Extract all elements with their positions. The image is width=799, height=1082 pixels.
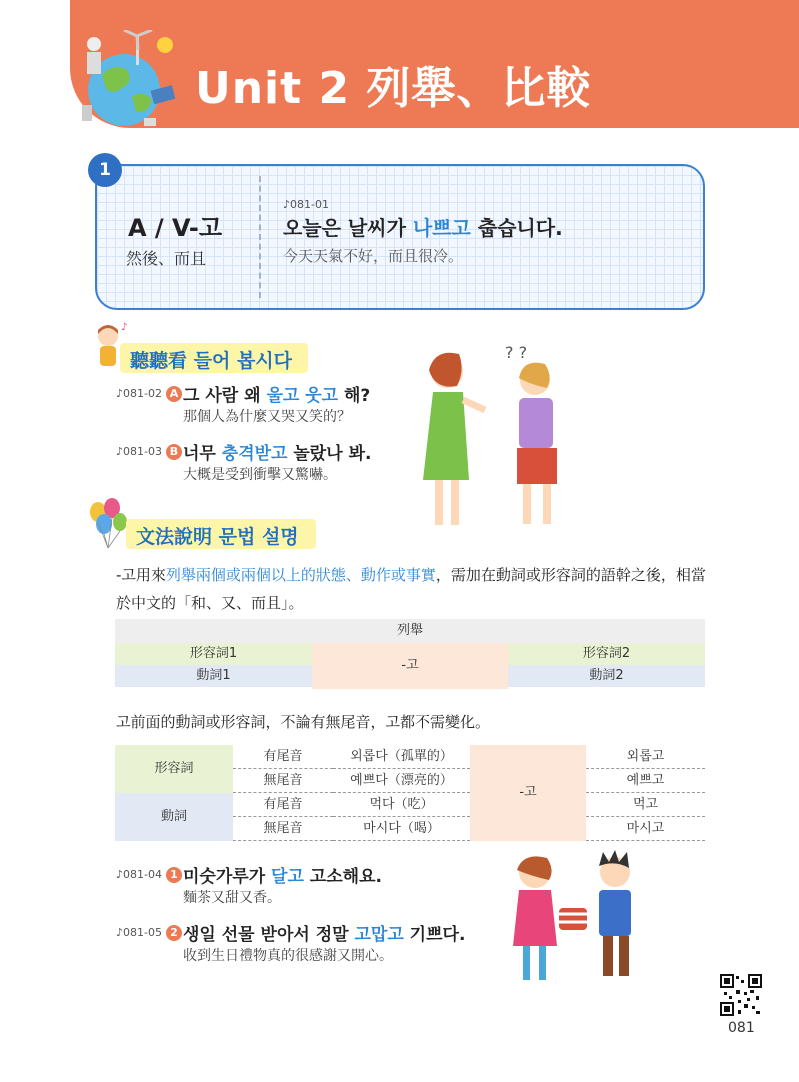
section-heading-listening: 聽聽看 들어 봅시다 (120, 343, 308, 373)
text-segment: 춥습니다. (470, 216, 563, 240)
listen-item-b-audio[interactable] (116, 444, 182, 460)
text-segment: 생일 선물 받아서 정말 (183, 925, 355, 945)
qr-code-icon (720, 974, 762, 1016)
text-segment: 오늘은 날씨가 (283, 216, 413, 240)
audio-track-label[interactable]: ♪081-05 (116, 926, 162, 939)
speaker-badge: B (166, 444, 182, 460)
grammar-meaning: 然後、而且 (126, 249, 207, 268)
listing-table (115, 619, 705, 687)
example-number: 1 (166, 867, 182, 883)
text-segment: 기쁘다. (403, 925, 466, 945)
grammar-example-korean (283, 212, 563, 241)
text-segment: -고用來 (116, 566, 166, 584)
table-cell-ending: -고 (470, 745, 586, 841)
divider (259, 176, 261, 298)
table-cell-ending: -고 (312, 643, 508, 689)
group-label: 動詞 (115, 793, 233, 841)
table-cell: 有尾音 (233, 745, 333, 769)
text-segment: 고소해요. (303, 867, 382, 887)
example-2-korean (183, 920, 465, 945)
grammar-number: 1 (88, 153, 122, 187)
table-cell: 외롭다（孤單的） (333, 745, 470, 769)
group-label: 形容詞 (115, 745, 233, 793)
text-segment: 놀랐나 봐. (287, 444, 372, 464)
svg-text:♪: ♪ (121, 322, 128, 333)
listen-item-b-korean (183, 439, 371, 464)
highlight-text: 고맙고 (354, 925, 404, 945)
table-cell: 먹다（吃） (333, 793, 470, 817)
listen-item-a-chinese: 那個人為什麼又哭又笑的？ (183, 409, 351, 425)
text-segment: 그 사람 왜 (183, 386, 267, 406)
grammar-example-chinese: 今天天氣不好，而且很冷。 (283, 247, 464, 265)
highlight-text: 나쁘고 (412, 216, 471, 240)
audio-track-label[interactable]: ♪081-01 (283, 198, 329, 211)
table-cell: 마시다（喝） (333, 817, 470, 841)
conjugation-note: 고前面的動詞或形容詞，不論有無尾音，고都不需變化。 (116, 713, 490, 731)
two-women-illustration (405, 340, 585, 535)
text-segment: 미숫가루가 (183, 867, 272, 887)
gift-exchange-illustration (495, 850, 655, 990)
example-number: 2 (166, 925, 182, 941)
grammar-pattern: A / V-고 (128, 214, 223, 242)
audio-track-label[interactable]: ♪081-02 (116, 387, 162, 400)
table-cell: 形容詞1 (189, 646, 238, 661)
example-1-audio[interactable] (116, 867, 182, 883)
globe-illustration (72, 30, 177, 130)
table-cell: 無尾音 (233, 817, 333, 841)
audio-track-label[interactable]: ♪081-03 (116, 445, 162, 458)
conjugation-table (115, 745, 705, 841)
text-segment: 해? (338, 386, 371, 406)
highlight-text: 列舉兩個或兩個以上的狀態、動作或事實 (165, 566, 436, 584)
page-title: Unit 2 列舉、比較 (195, 63, 592, 114)
table-cell: 有尾音 (233, 793, 333, 817)
highlight-text: 울고 웃고 (266, 386, 339, 406)
table-cell: 動詞1 (196, 668, 231, 683)
example-2-chinese: 收到生日禮物真的很感謝又開心。 (183, 948, 393, 964)
listen-item-b-chinese: 大概是受到衝擊又驚嚇。 (183, 467, 337, 483)
listen-item-a-korean (183, 381, 370, 406)
table-cell: 無尾音 (233, 769, 333, 793)
listen-item-a-audio[interactable] (116, 386, 182, 402)
table-cell: 形容詞2 (582, 646, 631, 661)
table-cell: 마시고 (586, 817, 705, 841)
example-1-korean (183, 862, 382, 887)
text-segment: 너무 (183, 444, 222, 464)
table-cell: 動詞2 (589, 668, 624, 683)
table-cell: 외롭고 (586, 745, 705, 769)
table-header: 列舉 (115, 619, 705, 643)
table-cell: 먹고 (586, 793, 705, 817)
highlight-text: 충격받고 (221, 444, 288, 464)
speaker-badge: A (166, 386, 182, 402)
example-2-audio[interactable] (116, 925, 182, 941)
table-cell: 예쁘고 (586, 769, 705, 793)
grammar-explanation (116, 561, 716, 617)
page-number: 081 (728, 1020, 755, 1036)
section-heading-grammar: 文法說明 문법 설명 (126, 519, 316, 549)
text-segment: ，需加在動詞或形容詞的語幹之後，相當於中文的「和、又、而且」。 (116, 566, 706, 612)
highlight-text: 달고 (271, 867, 304, 887)
example-1-chinese: 麵茶又甜又香。 (183, 890, 281, 906)
svg-text:? ?: ? ? (505, 343, 528, 362)
audio-track-label[interactable]: ♪081-04 (116, 868, 162, 881)
table-cell: 예쁘다（漂亮的） (333, 769, 470, 793)
